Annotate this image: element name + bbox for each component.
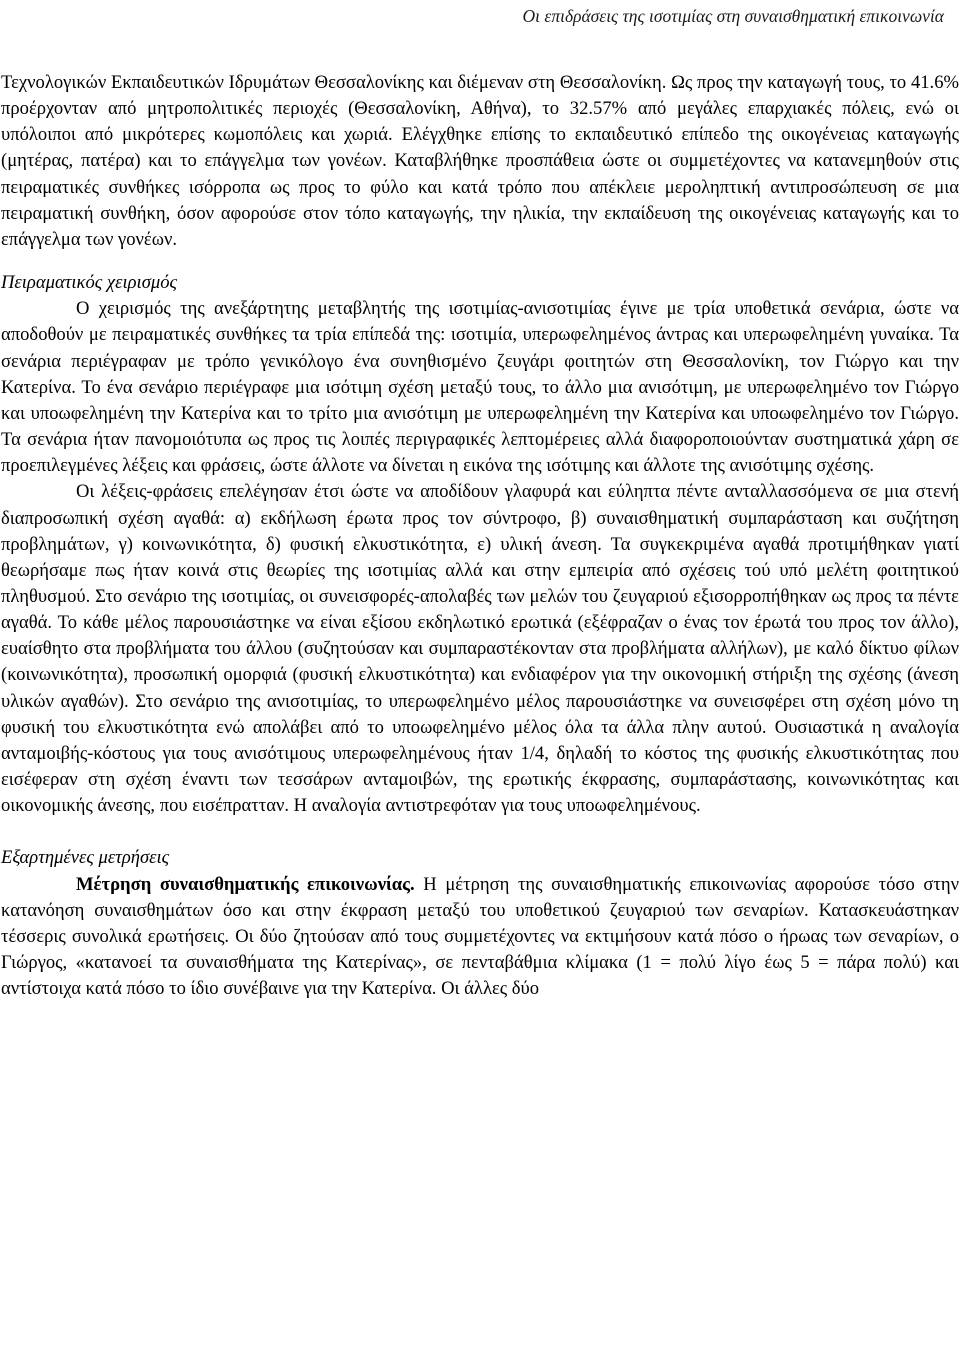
measurement-text: Η μέτρηση της συναισθηματικής επικοινωνίας αφορούσε τόσο στην κατανόηση συναισθημάτων όσο και στην έκφραση μεταξύ του υποθετικού ζευγαριού των σεναρίων. Κατασκευάστηκαν τέσσερις συνολικά ερωτήσεις. Οι δύο ζητούσαν από τους συμμετέχοντες να εκτιμήσουν κατά πόσο ο ήρωας των σεναρίων, ο Γιώργος, «κατανοεί τα συναισθήματα της Κατερίνας», σε πενταβάθμια κλίμακα (1 = πολύ λίγο έως 5 = πάρα πολύ) και αντίστοιχα κατά πόσο το ίδιο συνέβαινε για την Κατερίνα. Οι άλλες δύο: [1, 873, 959, 1000]
paragraph-manipulation: Ο χειρισμός της ανεξάρτητης μεταβλητής της ισοτιμίας-ανισοτιμίας έγινε με τρία υποθετικά σενάρια, ώστε να αποδοθούν με πειραματικές συνθήκες τα τρία επίπεδά της: ισοτιμία, υπερωφελημένος άντρας και υπερωφελημένη γυναίκα. Τα σενάρια περιέγραφαν με τρόπο γενικόλογο ένα συνηθισμένο ζευγάρι φοιτητών στη Θεσσαλονίκη, τον Γιώργο και την Κατερίνα. Το ένα σενάριο περιέγραφε μια ισότιμη σχέση μεταξύ τους, το άλλο μια ανισότιμη, με υπερωφελημένο τον Γιώργο και υποωφελημένη την Κατερίνα και το τρίτο μια ανισότιμη με υπερωφελημένη την Κατερίνα και υποωφελημένο τον Γιώργο. Τα σενάρια ήταν πανομοιότυπα ως προς τις λοιπές περιγραφικές λεπτομέρειες αλλά διαφοροποιούνταν συστηματικά χάρη σε προεπιλεγμένες λέξεις και φράσεις, ώστε άλλοτε να δίνεται η εικόνα της ισότιμης και άλλοτε της ανισότιμης σχέσης.: [1, 298, 959, 477]
body-text: [1, 70, 959, 1002]
paragraph-participants: Τεχνολογικών Εκπαιδευτικών Ιδρυμάτων Θεσσαλονίκης και διέμεναν στη Θεσσαλονίκη. Ως προς την καταγωγή τους, το 41.6% προέρχονταν από μητροπολιτικές περιοχές (Θεσσαλονίκη, Αθήνα), το 32.57% από μεγάλες επαρχιακές πόλεις, ενώ οι υπόλοιποι από μικρότερες κωμοπόλεις και χωριά. Ελέγχθηκε επίσης το εκπαιδευτικό επίπεδο της οικογένειας καταγωγής (μητέρας, πατέρα) και το επάγγελμα των γονέων. Καταβλήθηκε προσπάθεια ώστε οι συμμετέχοντες να κατανεμηθούν στις πειραματικές συνθήκες ισόρροπα ως προς το φύλο και κατά τρόπο που απέκλειε μεροληπτική αντιπροσώπευση σε μια πειραματική συνθήκη, όσον αφορούσε στον τόπο καταγωγής, την ηλικία, την εκπαίδευση της οικογένειας καταγωγής και το επάγγελμα των γονέων.: [1, 72, 959, 250]
header-divider: [0, 34, 960, 35]
paragraph-measurement: [1, 872, 959, 1003]
section-heading-dependent-measures: Εξαρτημένες μετρήσεις: [1, 847, 170, 869]
paragraph-goods: Οι λέξεις-φράσεις επελέγησαν έτσι ώστε να αποδίδουν γλαφυρά και εύληπτα πέντε ανταλλασσόμενα σε μια στενή διαπροσωπική σχέση αγαθά: α) εκδήλωση έρωτα προς τον σύντροφο, β) συναισθηματική συμπαράσταση και συζήτηση προβλημάτων, γ) κοινωνικότητα, δ) φυσική ελκυστικότητα, ε) υλική άνεση. Τα συγκεκριμένα αγαθά προτιμήθηκαν γιατί θεωρήσαμε πως ήταν κοινά στις θεωρίες της ισοτιμίας αλλά και στην εμπειρία από σχέσεις τού υπό μελέτη φοιτητικού πληθυσμού. Στο σενάριο της ισοτιμίας, οι συνεισφορές-απολαβές των μελών του ζευγαριού εξισορροπήθηκαν ως προς τα πέντε αγαθά. Το κάθε μέλος παρουσιάστηκε να είναι εξίσου εκδηλωτικό ερωτικά (εξέφραζαν ο ένας τον έρωτά του προς τον άλλο), ευαίσθητο στα προβλήματα του άλλου (συζητούσαν και συμπαραστέκονταν στα προβλήματα αλλήλων), με καλό δίκτυο φίλων (κοινωνικότητα), προσωπική ομορφιά (φυσική ελκυστικότητα) και ενδιαφέρον για την οικονομική στήριξη της σχέσης (άνεση υλικών αγαθών). Στο σενάριο της ανισοτιμίας, το υπερωφελημένο μέλος παρουσιάστηκε να συνεισφέρει στη σχέση μόνο τη φυσική του ελκυστικότητα ενώ απολάβει από το υποωφελημένο μέλος όλα τα άλλα πλην αυτού. Ουσιαστικά η αναλογία ανταμοιβής-κόστους για τους ανισότιμους υπερωφελημένους ήταν 1/4, δηλαδή το κόστος της φυσικής ελκυστικότητας που εισέφεραν στη σχέση έναντι των τεσσάρων ανταμοιβών, της ερωτικής έκφρασης, συμπαράστασης, κοινωνικότητας και οικονομικής άνεσης, που εισέπρατταν. Η αναλογία αντιστρεφόταν για τους υποωφελημένους.: [1, 481, 959, 817]
running-header: Οι επιδράσεις της ισοτιμίας στη συναισθηματική επικοινωνία: [522, 6, 944, 26]
section-heading-experimental-manipulation: Πειραματικός χειρισμός: [1, 272, 178, 294]
measurement-title: Μέτρηση συναισθηματικής επικοινωνίας.: [76, 873, 415, 895]
